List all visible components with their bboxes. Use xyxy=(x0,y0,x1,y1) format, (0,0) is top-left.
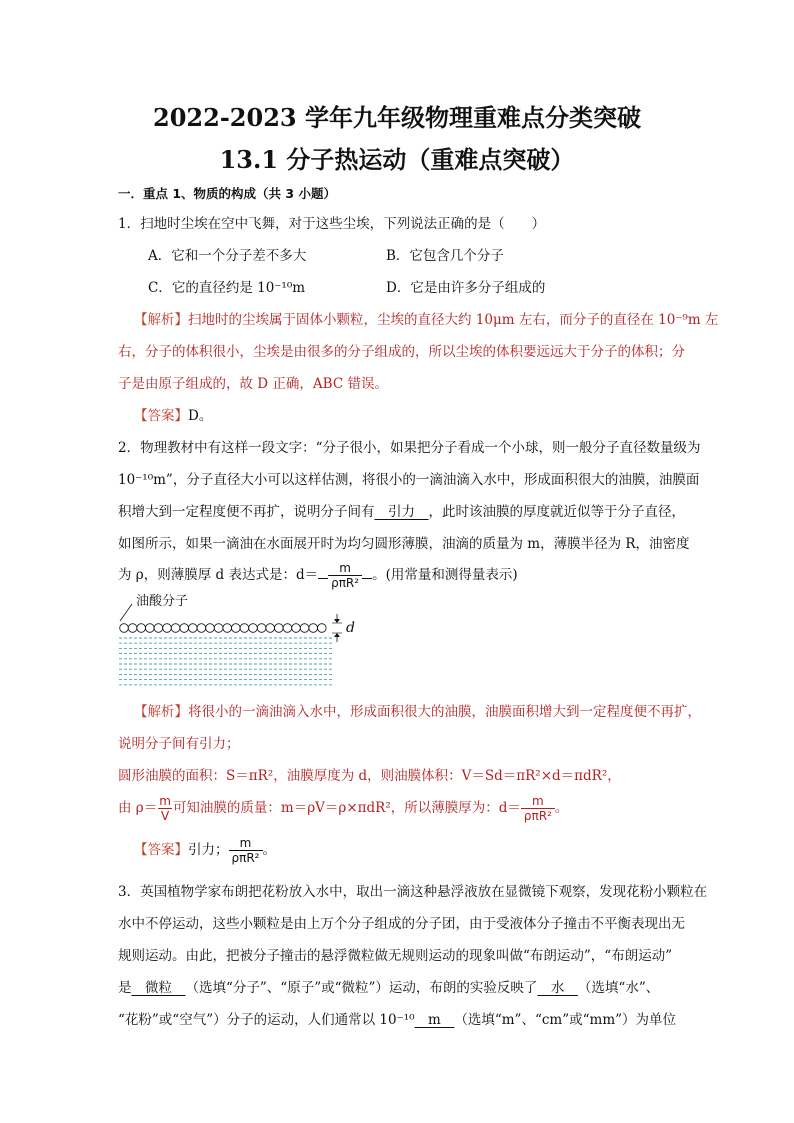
oil-molecule xyxy=(240,624,249,633)
oil-molecule xyxy=(318,624,327,633)
q2-line-3 xyxy=(118,502,685,522)
q2-line-2: 10⁻¹⁰m”，分子直径大小可以这样估测，将很小的一滴油滴入水中，形成面积很大的油膜，油膜面 xyxy=(118,472,700,488)
q2-line-5-a: 为 ρ，则薄膜厚 d 表达式是：d＝ xyxy=(118,567,319,583)
q2-answer-a: 引力； xyxy=(188,842,229,858)
q1-answer-value: D。 xyxy=(188,408,213,424)
oil-molecule xyxy=(249,624,258,633)
thickness-fraction xyxy=(521,794,555,823)
q3-line-5-b: （选填“m”、“cm”或“mm”）为单位 xyxy=(454,1012,677,1028)
fraction-denominator: ρπR² xyxy=(229,850,263,865)
oil-molecule xyxy=(214,624,223,633)
q3-line-5-a: “花粉”或“空气”）分子的运动，人们通常以 10⁻¹⁰ xyxy=(118,1012,415,1028)
q3-line-4-c: （选填“水”、 xyxy=(577,980,660,996)
q1-analysis-line-2: 右，分子的体积很小，尘埃是由很多的分子组成的，所以尘埃的体积要远远大于分子的体积；分 xyxy=(118,344,685,360)
q3-line-4 xyxy=(118,978,659,998)
oil-molecule xyxy=(292,624,301,633)
thickness-arrow-bottom-head xyxy=(334,633,340,637)
answer-tag: 【答案】 xyxy=(134,842,188,858)
q3-line-2: 水中不停运动，这些小颗粒是由上万个分子组成的分子团，由于受液体分子撞击不平衡表现出无 xyxy=(118,916,685,932)
oil-molecule xyxy=(206,624,215,633)
fraction-denominator: V xyxy=(158,808,172,823)
density-fraction xyxy=(157,794,173,823)
figure-label-d: d xyxy=(346,620,355,636)
figure-label-oil-molecule: 油酸分子 xyxy=(136,594,189,609)
oil-molecule xyxy=(171,624,180,633)
fraction-denominator: ρπR² xyxy=(521,808,555,823)
q2-blank-pad-left xyxy=(318,578,328,579)
q2-analysis-line-4 xyxy=(118,790,568,826)
oil-molecule xyxy=(232,624,241,633)
q2-blank-pad-right xyxy=(362,578,372,579)
oil-molecule xyxy=(128,624,137,633)
q1-option-a: A．它和一个分子差不多大 xyxy=(148,248,307,264)
fraction-denominator: ρπR² xyxy=(328,575,362,590)
q3-line-4-a: 是 xyxy=(118,980,132,996)
document-title: 2022-2023 学年九年级物理重难点分类突破 xyxy=(153,103,641,132)
q3-line-3: 规则运动。由此，把被分子撞击的悬浮微粒做无规则运动的现象叫做“布朗运动”，“布朗运动” xyxy=(118,948,673,964)
oil-molecule xyxy=(257,624,266,633)
fraction-numerator: m xyxy=(159,794,171,808)
q2-analysis-4b: 可知油膜的质量：m＝ρV＝ρ×πdR²，所以薄膜厚为：d＝ xyxy=(172,800,521,816)
q3-line-4-b: （选填“分子”、“原子”或“微粒”）运动，布朗的实验反映了 xyxy=(185,980,538,996)
q2-analysis-line-3: 圆形油膜的面积：S＝πR²，油膜厚度为 d，则油膜体积：V＝Sd＝πR²×d＝πdR²， xyxy=(118,768,621,784)
q1-analysis-line-1 xyxy=(134,310,718,330)
q1-answer xyxy=(134,406,212,426)
oil-molecule xyxy=(163,624,172,633)
q1-option-c: C．它的直径约是 10⁻¹⁰m xyxy=(148,280,306,296)
q1-option-d: D．它是由许多分子组成的 xyxy=(386,280,546,296)
oil-molecule xyxy=(137,624,146,633)
oil-molecule xyxy=(154,624,163,633)
q2-line-3-a: 积增大到一定程度便不再扩，说明分子间有 xyxy=(118,504,375,520)
document-subtitle: 13.1 分子热运动（重难点突破） xyxy=(219,145,575,174)
oil-molecule xyxy=(275,624,284,633)
q2-line-1: 2．物理教材中有这样一段文字：“分子很小，如果把分子看成一个小球，则一般分子直径数量级为 xyxy=(118,440,701,456)
oil-molecule xyxy=(146,624,155,633)
q2-analysis-line-1 xyxy=(134,702,701,722)
oil-molecule xyxy=(266,624,275,633)
q3-blank-1: 微粒 xyxy=(131,980,186,996)
q2-line-5 xyxy=(118,558,518,592)
q3-line-1: 3．英国植物学家布朗把花粉放入水中，取出一滴这种悬浮液放在显微镜下观察，发现花粉小颗粒在 xyxy=(118,884,708,900)
fraction-numerator: m xyxy=(339,561,351,575)
q3-blank-3: m xyxy=(414,1012,455,1028)
q2-answer-b: 。 xyxy=(262,842,276,858)
q2-analysis-4a: 由 ρ＝ xyxy=(118,800,158,816)
fraction-numerator: m xyxy=(532,794,544,808)
label-pointer-line xyxy=(120,604,132,621)
answer-tag: 【答案】 xyxy=(134,408,188,424)
oil-molecule xyxy=(283,624,292,633)
q1-option-b: B．它包含几个分子 xyxy=(386,248,504,264)
oil-molecule xyxy=(120,624,129,633)
fraction-numerator: m xyxy=(239,836,252,850)
q2-analysis-text-1: 将很小的一滴油滴入水中，形成面积很大的油膜，油膜面积增大到一定程度便不再扩， xyxy=(188,704,701,720)
q1-analysis-text-1: 扫地时的尘埃属于固体小颗粒，尘埃的直径大约 10μm 左右，而分子的直径在 10⁻⁹m 左 xyxy=(188,312,719,328)
section-heading: 一．重点 1、物质的构成（共 3 小题） xyxy=(118,186,336,201)
water-lines xyxy=(119,638,332,685)
q2-line-5-b: 。(用常量和测得量表示) xyxy=(372,567,518,583)
oil-molecule xyxy=(309,624,318,633)
q1-analysis-line-3: 子是由原子组成的，故 D 正确，ABC 错误。 xyxy=(118,376,388,392)
q2-analysis-4c: 。 xyxy=(554,800,569,816)
oil-molecule xyxy=(189,624,198,633)
analysis-tag: 【解析】 xyxy=(134,312,188,328)
q2-answer xyxy=(134,832,276,868)
oil-molecule xyxy=(180,624,189,633)
oil-molecule xyxy=(300,624,309,633)
thickness-arrow-top-head xyxy=(334,619,340,623)
q1-stem: 1．扫地时尘埃在空中飞舞，对于这些尘埃，下列说法正确的是（ ） xyxy=(118,216,546,232)
q2-blank-1: 引力 xyxy=(374,504,429,520)
oil-molecule xyxy=(223,624,232,633)
q2-line-3-b: ，此时该油膜的厚度就近似等于分子直径， xyxy=(428,504,685,520)
oil-molecule xyxy=(197,624,206,633)
q2-analysis-line-2: 说明分子间有引力； xyxy=(118,736,240,752)
answer-fraction xyxy=(229,836,263,865)
q2-formula-fraction xyxy=(328,561,362,590)
q3-blank-2: 水 xyxy=(537,980,578,996)
q3-line-5 xyxy=(118,1010,676,1030)
oil-molecule-row xyxy=(120,624,326,633)
analysis-tag: 【解析】 xyxy=(134,704,188,720)
q2-line-4: 如图所示，如果一滴油在水面展开时为均匀圆形薄膜，油滴的质量为 m，薄膜半径为 R，油密度 xyxy=(118,536,690,552)
oil-film-figure xyxy=(118,596,368,692)
